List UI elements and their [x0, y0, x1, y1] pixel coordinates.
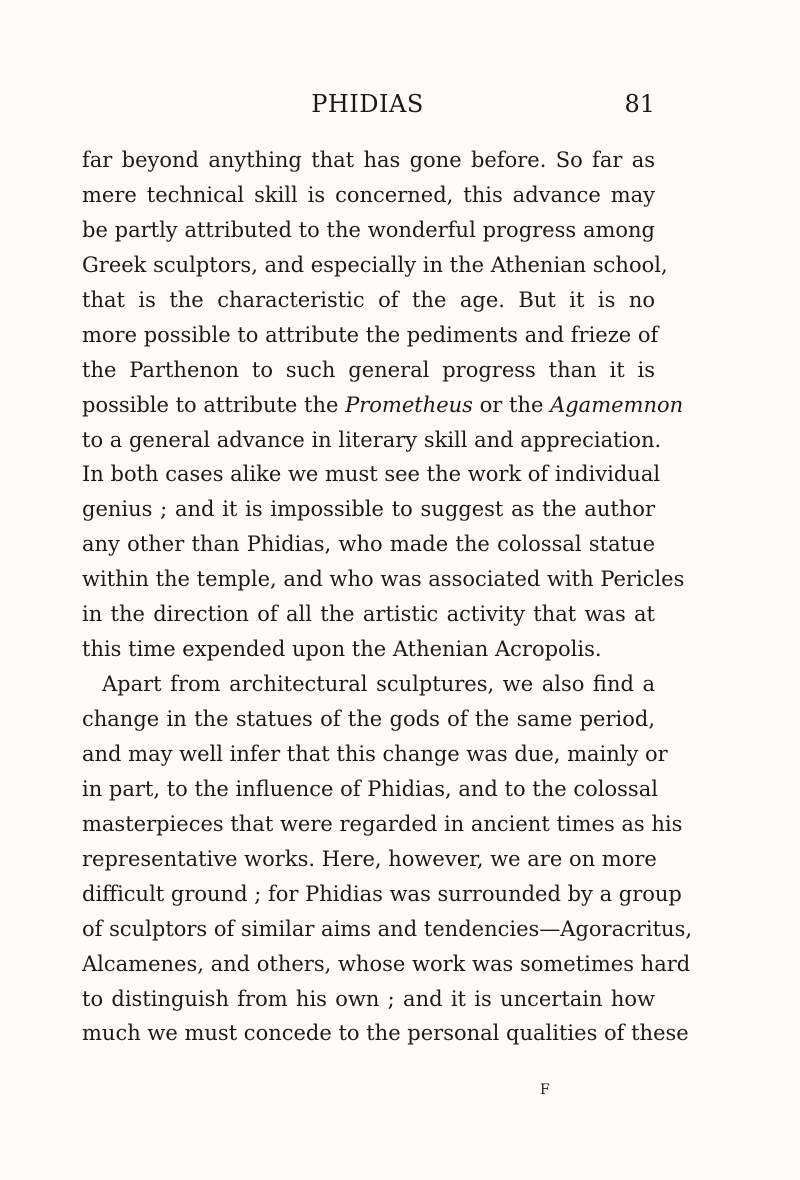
text-line: much we must concede to the personal qualities of these: [82, 1021, 689, 1046]
text-line: to a general advance in literary skill and appreciation.: [82, 427, 662, 452]
text-line: In both cases alike we must see the work of individual: [82, 462, 661, 487]
text-line: be partly attributed to the wonderful progress among: [82, 217, 655, 242]
text-line: far beyond anything that has gone before. So far as: [82, 148, 655, 172]
text-line: genius ; and it is impossible to suggest as the author: [82, 497, 655, 522]
page-number: 81: [624, 90, 655, 118]
signature-mark: F: [540, 1082, 551, 1098]
work-title-prometheus: Prometheus: [345, 392, 473, 417]
text-line: of sculptors of similar aims and tendencies—Agoracritus,: [82, 916, 693, 941]
text-line: change in the statues of the gods of the same period,: [82, 707, 655, 731]
text-line: Alcamenes, and others, whose work was sometimes hard: [82, 951, 691, 976]
work-title-agamemnon: Agamemnon: [550, 392, 684, 417]
text-line: difficult ground ; for Phidias was surrounded by a group: [82, 881, 682, 906]
text-line: to distinguish from his own ; and it is uncertain how: [82, 986, 655, 1011]
text-line: in part, to the influence of Phidias, and to the colossal: [82, 776, 658, 801]
text-line: masterpieces that were regarded in ancient times as his: [82, 811, 683, 836]
running-title: PHIDIAS: [311, 90, 424, 118]
text-line: Greek sculptors, and especially in the Athenian school,: [82, 252, 668, 277]
text-line: representative works. Here, however, we are on more: [82, 846, 657, 871]
text-run: possible to attribute the: [82, 392, 346, 417]
text-line: in the direction of all the artistic activity that was at: [82, 602, 655, 627]
text-line: and may well infer that this change was due, mainly or: [82, 741, 668, 766]
text-run: or the: [472, 392, 551, 417]
text-line: within the temple, and who was associated with Pericles: [82, 567, 685, 592]
text-line: more possible to attribute the pediments and frieze of: [82, 322, 659, 347]
text-line: that is the characteristic of the age. But it is no: [82, 287, 655, 312]
paragraph-end-line: this time expended upon the Athenian Acropolis.: [82, 637, 602, 662]
paragraph-start-line: Apart from architectural sculptures, we also find a: [102, 672, 655, 697]
text-line-with-titles: [82, 388, 684, 423]
body-text: [82, 143, 693, 1051]
text-line: any other than Phidias, who made the colossal statue: [82, 532, 655, 557]
text-line: mere technical skill is concerned, this advance may: [82, 182, 655, 207]
text-line: the Parthenon to such general progress than it is: [82, 357, 655, 382]
running-head: [80, 90, 655, 130]
